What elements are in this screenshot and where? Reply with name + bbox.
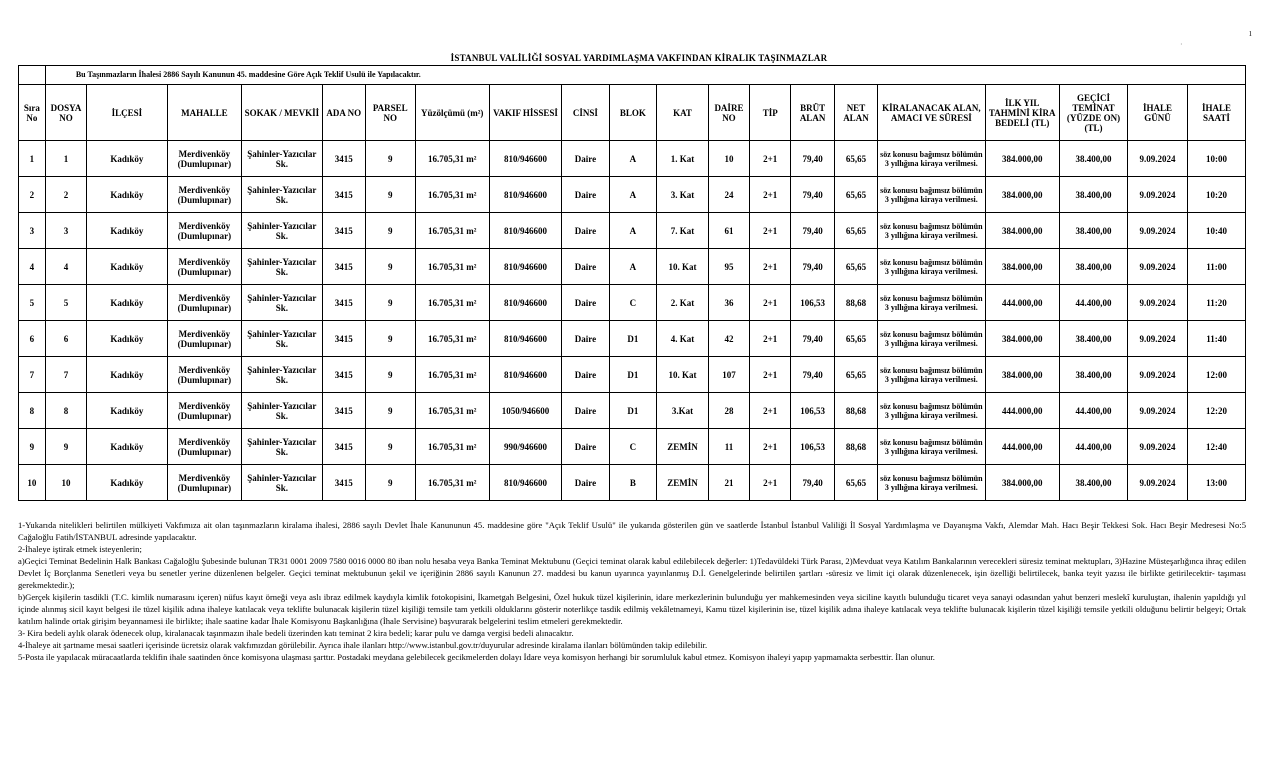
table-cell: 13:00	[1187, 465, 1245, 501]
table-cell: 1	[45, 141, 86, 177]
table-cell: 11:00	[1187, 249, 1245, 285]
table-header-row	[19, 85, 1246, 141]
table-cell: Kadıköy	[87, 177, 168, 213]
table-cell: 2+1	[750, 249, 791, 285]
table-cell: 2+1	[750, 357, 791, 393]
column-header: GEÇİCİ TEMİNAT (YÜZDE ON) (TL)	[1059, 85, 1127, 141]
table-cell: Kadıköy	[87, 465, 168, 501]
table-cell: 10:40	[1187, 213, 1245, 249]
table-cell: 3415	[322, 141, 365, 177]
table-cell: 10	[708, 141, 749, 177]
note-paragraph: 5-Posta ile yapılacak müracaatlarda teklifin ihale saatinden önce komisyona ulaşması şarttır. Postadaki meydana gelebilecek gecikmelerden dolayı İdare veya komisyon herhangi bir sorumluluk kabul etmez. Komisyon ihaleyi yapıp yapmamakta serbesttir. İlan olunur.	[18, 652, 935, 662]
stray-mark: ı	[1249, 28, 1252, 39]
table-cell: söz konusu bağımsız bölümün 3 yıllığına kiraya verilmesi.	[878, 213, 985, 249]
table-cell: C	[609, 429, 657, 465]
table-cell: 10	[45, 465, 86, 501]
table-cell: Şahinler-Yazıcılar Sk.	[242, 465, 323, 501]
table-cell: Şahinler-Yazıcılar Sk.	[242, 321, 323, 357]
table-cell: 5	[19, 285, 46, 321]
table-cell: Merdivenköy (Dumlupınar)	[167, 429, 241, 465]
table-cell: 810/946600	[489, 213, 561, 249]
table-cell: 9	[365, 321, 415, 357]
table-cell: 38.400,00	[1059, 213, 1127, 249]
table-cell: 810/946600	[489, 141, 561, 177]
table-cell: 9	[365, 465, 415, 501]
table-cell: 384.000,00	[985, 249, 1059, 285]
table-subtitle: Bu Taşınmazların İhalesi 2886 Sayılı Kanunun 45. maddesine Göre Açık Teklif Usulü ile Yapılacaktır.	[45, 66, 1245, 85]
table-cell: 65,65	[834, 213, 877, 249]
notes-section	[18, 519, 1246, 663]
table-cell: 10	[19, 465, 46, 501]
table-cell: Kadıköy	[87, 429, 168, 465]
table-row	[19, 141, 1246, 177]
page-title: İSTANBUL VALİLİĞİ SOSYAL YARDIMLAŞMA VAKFINDAN KİRALIK TAŞINMAZLAR	[450, 53, 828, 63]
table-cell: Daire	[562, 177, 610, 213]
table-cell: 16.705,31 m²	[415, 429, 489, 465]
table-cell: söz konusu bağımsız bölümün 3 yıllığına kiraya verilmesi.	[878, 285, 985, 321]
property-table	[18, 65, 1246, 501]
table-cell: Kadıköy	[87, 285, 168, 321]
table-cell: 4	[45, 249, 86, 285]
table-cell: 3415	[322, 465, 365, 501]
table-cell: D1	[609, 357, 657, 393]
column-header: BLOK	[609, 85, 657, 141]
table-cell: ZEMİN	[657, 465, 709, 501]
table-cell: Şahinler-Yazıcılar Sk.	[242, 249, 323, 285]
table-cell: 2	[45, 177, 86, 213]
table-cell: 16.705,31 m²	[415, 285, 489, 321]
table-cell: 444.000,00	[985, 429, 1059, 465]
table-cell: 9.09.2024	[1128, 213, 1188, 249]
table-cell: 3415	[322, 249, 365, 285]
table-cell: 16.705,31 m²	[415, 177, 489, 213]
note-paragraph: 1-Yukarıda nitelikleri belirtilen mülkiyeti Vakfımıza ait olan taşınmazların kiralama ihalesi, 2886 sayılı Devlet İhale Kanununun 45. maddesine göre "Açık Teklif Usulü" ile yukarıda gösterilen gün ve saatlerde İstanbul İstanbul Valiliği İl Sosyal Yardımlaşma ve Dayanışma Vakfı, Alemdar Mah. Hacı Beşir Tekkesi Sok. Hacı Beşir Medresesi No:5 Cağaloğlu Fatih/İSTANBUL adresinde yapılacaktır.	[18, 520, 1246, 542]
table-cell: 384.000,00	[985, 357, 1059, 393]
table-cell: Kadıköy	[87, 393, 168, 429]
table-cell: 9.09.2024	[1128, 465, 1188, 501]
table-cell: 1050/946600	[489, 393, 561, 429]
table-cell: 810/946600	[489, 177, 561, 213]
table-cell: 12:00	[1187, 357, 1245, 393]
table-cell: 9.09.2024	[1128, 249, 1188, 285]
column-header: BRÜT ALAN	[791, 85, 834, 141]
table-cell: 3415	[322, 177, 365, 213]
table-cell: 9.09.2024	[1128, 141, 1188, 177]
table-cell: 444.000,00	[985, 393, 1059, 429]
column-header: MAHALLE	[167, 85, 241, 141]
table-cell: söz konusu bağımsız bölümün 3 yıllığına kiraya verilmesi.	[878, 357, 985, 393]
table-cell: 16.705,31 m²	[415, 357, 489, 393]
table-cell: söz konusu bağımsız bölümün 3 yıllığına kiraya verilmesi.	[878, 429, 985, 465]
table-cell: 2+1	[750, 429, 791, 465]
table-cell: Merdivenköy (Dumlupınar)	[167, 141, 241, 177]
table-cell: 16.705,31 m²	[415, 393, 489, 429]
table-cell: 10:00	[1187, 141, 1245, 177]
table-cell: 79,40	[791, 357, 834, 393]
table-cell: 106,53	[791, 285, 834, 321]
table-cell: 9	[365, 213, 415, 249]
table-cell: 16.705,31 m²	[415, 249, 489, 285]
table-cell: 9	[365, 249, 415, 285]
table-cell: 9.09.2024	[1128, 321, 1188, 357]
table-row	[19, 177, 1246, 213]
table-cell: 810/946600	[489, 249, 561, 285]
table-cell: Şahinler-Yazıcılar Sk.	[242, 393, 323, 429]
table-row	[19, 357, 1246, 393]
table-cell: 9.09.2024	[1128, 393, 1188, 429]
table-cell: 384.000,00	[985, 177, 1059, 213]
table-cell: A	[609, 249, 657, 285]
table-cell: 2. Kat	[657, 285, 709, 321]
table-cell: Kadıköy	[87, 213, 168, 249]
table-cell: Merdivenköy (Dumlupınar)	[167, 213, 241, 249]
table-cell: 65,65	[834, 249, 877, 285]
table-cell: 810/946600	[489, 465, 561, 501]
column-header: İHALE SAATİ	[1187, 85, 1245, 141]
table-cell: 7	[19, 357, 46, 393]
table-cell: 9.09.2024	[1128, 285, 1188, 321]
table-cell: 65,65	[834, 177, 877, 213]
column-header: CİNSİ	[562, 85, 610, 141]
note-paragraph: a)Geçici Teminat Bedelinin Halk Bankası Cağaloğlu Şubesinde bulunan TR31 0001 2009 7580 0016 0000 80 iban nolu hesaba veya Banka Teminat Mektubunu (Geçici teminat olarak kabul edilebilecek değerler: 1)Tedavüldeki Türk Parası, 2)Mevduat veya Katılım Bankalarının verecekleri süresiz teminat mektupları, 3)Hazine Müsteşarlığınca ihraç edilen Devlet İç Borçlanma Senetleri veya bu senetler yerine düzenlenen belgeler. Geçici teminat mektubunun şekil ve içeriğinin 2886 sayılı Kanunun 27. maddesi bu kanun uyarınca yayınlanmış D.İ. Genelgelerinde belirtilen şartları -süresiz ve limit içi olarak düzenlenecek, işin özelliği belirtilecek, banka teyit yazısı ile birlikte getirilecektir- taşıması gerekmektedir.);	[18, 556, 1246, 590]
table-cell: ZEMİN	[657, 429, 709, 465]
table-cell: 990/946600	[489, 429, 561, 465]
table-cell: 16.705,31 m²	[415, 321, 489, 357]
table-cell: 2+1	[750, 465, 791, 501]
table-cell: Daire	[562, 285, 610, 321]
table-row	[19, 213, 1246, 249]
table-cell: 10. Kat	[657, 357, 709, 393]
table-cell: 65,65	[834, 321, 877, 357]
table-cell: 9	[365, 177, 415, 213]
table-cell: 65,65	[834, 465, 877, 501]
table-cell: 2+1	[750, 285, 791, 321]
stray-mark: ·	[1180, 40, 1183, 49]
table-cell: Daire	[562, 357, 610, 393]
table-cell: 2+1	[750, 177, 791, 213]
table-row	[19, 285, 1246, 321]
table-cell: 38.400,00	[1059, 141, 1127, 177]
table-cell: 11:20	[1187, 285, 1245, 321]
table-cell: 810/946600	[489, 285, 561, 321]
table-cell: 88,68	[834, 393, 877, 429]
table-cell: 65,65	[834, 357, 877, 393]
note-paragraph: b)Gerçek kişilerin tasdikli (T.C. kimlik numarasını içeren) nüfus kayıt örneği veya aslı ibraz edilmek kaydıyla kimlik fotokopisini, İkametgah Belgesini, Özel hukuk tüzel kişilerinin, idare merkezlerinin bulunduğu yer mahkemesinden veya siciline kayıtlı bulunduğu ticaret veya sanayi odasından yahut benzeri meslekî kuruluştan, ihalenin yapıldığı yıl içinde alınmış sicil kayıt belgesi ile tüzel kişilik adına ihaleye katılacak veya teklifte bulunacak kişilerin tüzel kişiliği temsile tam yetkili olduklarını gösterir noterlikçe tasdik edilmiş vekâletnameyi, Kamu tüzel kişilerinin ise, tüzel kişilik adına ihaleye katılacak veya teklifte bulunacak kişilerin tüzel kişiliği temsile yetkili olduğunu belirtir belgeyi; Ortak katılım halinde ortak girişim beyannamesi ile birlikte; ihale saatine kadar İhale Komisyonu Başkanlığına (İhale Servisine) başvurarak belgelerini teslim etmeleri gerekmektedir.	[18, 592, 1246, 626]
table-cell: 6	[45, 321, 86, 357]
table-cell: 65,65	[834, 141, 877, 177]
table-cell: Şahinler-Yazıcılar Sk.	[242, 285, 323, 321]
table-cell: 384.000,00	[985, 321, 1059, 357]
table-cell: 44.400,00	[1059, 429, 1127, 465]
column-header: Sıra No	[19, 85, 46, 141]
table-cell: 12:40	[1187, 429, 1245, 465]
table-cell: 9	[365, 429, 415, 465]
table-cell: 7. Kat	[657, 213, 709, 249]
table-cell: Daire	[562, 141, 610, 177]
table-cell: söz konusu bağımsız bölümün 3 yıllığına kiraya verilmesi.	[878, 141, 985, 177]
table-cell: söz konusu bağımsız bölümün 3 yıllığına kiraya verilmesi.	[878, 393, 985, 429]
table-cell: Daire	[562, 321, 610, 357]
table-cell: 3.Kat	[657, 393, 709, 429]
table-cell: 16.705,31 m²	[415, 213, 489, 249]
column-header: İLK YIL TAHMİNİ KİRA BEDELİ (TL)	[985, 85, 1059, 141]
table-cell: C	[609, 285, 657, 321]
table-cell: 3	[45, 213, 86, 249]
table-cell: söz konusu bağımsız bölümün 3 yıllığına kiraya verilmesi.	[878, 465, 985, 501]
note-paragraph: 3- Kira bedeli aylık olarak ödenecek olup, kiralanacak taşınmazın ihale bedeli üzerinden katı teminat 2 kira bedeli; karar pulu ve damga vergisi bedeli alınacaktır.	[18, 628, 574, 638]
table-cell: 10:20	[1187, 177, 1245, 213]
table-cell: 9	[365, 141, 415, 177]
table-cell: 88,68	[834, 429, 877, 465]
column-header: VAKIF HİSSESİ	[489, 85, 561, 141]
empty-cell	[19, 66, 46, 85]
table-cell: 79,40	[791, 321, 834, 357]
table-cell: 36	[708, 285, 749, 321]
table-cell: 95	[708, 249, 749, 285]
table-cell: 2+1	[750, 393, 791, 429]
table-cell: D1	[609, 321, 657, 357]
table-cell: 384.000,00	[985, 141, 1059, 177]
table-row	[19, 429, 1246, 465]
table-cell: 3415	[322, 429, 365, 465]
table-cell: Şahinler-Yazıcılar Sk.	[242, 141, 323, 177]
table-cell: Şahinler-Yazıcılar Sk.	[242, 213, 323, 249]
table-cell: 3415	[322, 213, 365, 249]
table-cell: 106,53	[791, 429, 834, 465]
table-cell: 88,68	[834, 285, 877, 321]
table-cell: 9	[365, 357, 415, 393]
column-header: Yüzölçümü (m²)	[415, 85, 489, 141]
table-row	[19, 321, 1246, 357]
table-cell: 1	[19, 141, 46, 177]
table-cell: söz konusu bağımsız bölümün 3 yıllığına kiraya verilmesi.	[878, 177, 985, 213]
column-header: KAT	[657, 85, 709, 141]
table-cell: 79,40	[791, 213, 834, 249]
table-cell: 2+1	[750, 141, 791, 177]
column-header: İLÇESİ	[87, 85, 168, 141]
table-cell: 9	[45, 429, 86, 465]
table-cell: 44.400,00	[1059, 285, 1127, 321]
table-cell: 7	[45, 357, 86, 393]
table-cell: 21	[708, 465, 749, 501]
table-cell: 16.705,31 m²	[415, 141, 489, 177]
table-cell: 38.400,00	[1059, 249, 1127, 285]
table-cell: 79,40	[791, 465, 834, 501]
table-cell: 38.400,00	[1059, 357, 1127, 393]
table-cell: Kadıköy	[87, 141, 168, 177]
table-cell: A	[609, 213, 657, 249]
table-cell: 3415	[322, 285, 365, 321]
table-cell: 38.400,00	[1059, 177, 1127, 213]
table-cell: Daire	[562, 429, 610, 465]
table-cell: Daire	[562, 465, 610, 501]
table-cell: 8	[45, 393, 86, 429]
table-cell: 3415	[322, 357, 365, 393]
column-header: NET ALAN	[834, 85, 877, 141]
table-cell: 42	[708, 321, 749, 357]
table-cell: 3415	[322, 321, 365, 357]
table-cell: Merdivenköy (Dumlupınar)	[167, 465, 241, 501]
table-cell: 9.09.2024	[1128, 177, 1188, 213]
table-cell: 9.09.2024	[1128, 357, 1188, 393]
table-cell: 3415	[322, 393, 365, 429]
table-cell: Merdivenköy (Dumlupınar)	[167, 321, 241, 357]
table-cell: Daire	[562, 393, 610, 429]
table-row	[19, 465, 1246, 501]
table-cell: 28	[708, 393, 749, 429]
table-cell: 2	[19, 177, 46, 213]
table-cell: söz konusu bağımsız bölümün 3 yıllığına kiraya verilmesi.	[878, 249, 985, 285]
table-cell: 24	[708, 177, 749, 213]
table-cell: 810/946600	[489, 321, 561, 357]
table-cell: 2+1	[750, 213, 791, 249]
table-cell: 8	[19, 393, 46, 429]
table-cell: Şahinler-Yazıcılar Sk.	[242, 177, 323, 213]
table-cell: B	[609, 465, 657, 501]
table-cell: D1	[609, 393, 657, 429]
column-header: PARSEL NO	[365, 85, 415, 141]
table-cell: Şahinler-Yazıcılar Sk.	[242, 357, 323, 393]
table-cell: 444.000,00	[985, 285, 1059, 321]
table-cell: Şahinler-Yazıcılar Sk.	[242, 429, 323, 465]
column-header: DAİRE NO	[708, 85, 749, 141]
column-header: ADA NO	[322, 85, 365, 141]
table-cell: 11	[708, 429, 749, 465]
table-row	[19, 393, 1246, 429]
table-cell: 3. Kat	[657, 177, 709, 213]
table-cell: 9	[365, 393, 415, 429]
column-header: TİP	[750, 85, 791, 141]
table-cell: A	[609, 177, 657, 213]
table-cell: 5	[45, 285, 86, 321]
note-paragraph: 2-İhaleye iştirak etmek isteyenlerin;	[18, 544, 142, 554]
table-cell: 79,40	[791, 249, 834, 285]
table-cell: 79,40	[791, 177, 834, 213]
column-header: DOSYA NO	[45, 85, 86, 141]
table-cell: 38.400,00	[1059, 321, 1127, 357]
column-header: SOKAK / MEVKİİ	[242, 85, 323, 141]
column-header: İHALE GÜNÜ	[1128, 85, 1188, 141]
table-cell: Kadıköy	[87, 249, 168, 285]
table-cell: 6	[19, 321, 46, 357]
table-cell: Kadıköy	[87, 321, 168, 357]
table-cell: Merdivenköy (Dumlupınar)	[167, 357, 241, 393]
table-cell: 106,53	[791, 393, 834, 429]
table-cell: 61	[708, 213, 749, 249]
table-cell: 107	[708, 357, 749, 393]
table-row	[19, 249, 1246, 285]
table-cell: 1. Kat	[657, 141, 709, 177]
column-header: KİRALANACAK ALAN, AMACI VE SÜRESİ	[878, 85, 985, 141]
note-paragraph: 4-İhaleye ait şartname mesai saatleri içerisinde ücretsiz olarak vakfımızdan görülebilir. Ayrıca ihale ilanları http://www.istanbul.gov.tr/duyurular adresinde kiralama ilanları bölümünden takip edilebilir.	[18, 640, 708, 650]
table-cell: 810/946600	[489, 357, 561, 393]
table-cell: 10. Kat	[657, 249, 709, 285]
table-cell: 11:40	[1187, 321, 1245, 357]
table-cell: 79,40	[791, 141, 834, 177]
table-cell: Merdivenköy (Dumlupınar)	[167, 285, 241, 321]
table-cell: 9.09.2024	[1128, 429, 1188, 465]
table-cell: Kadıköy	[87, 357, 168, 393]
table-cell: 9	[19, 429, 46, 465]
table-cell: 12:20	[1187, 393, 1245, 429]
table-cell: Merdivenköy (Dumlupınar)	[167, 177, 241, 213]
table-cell: A	[609, 141, 657, 177]
table-cell: 16.705,31 m²	[415, 465, 489, 501]
table-cell: Merdivenköy (Dumlupınar)	[167, 249, 241, 285]
table-cell: 9	[365, 285, 415, 321]
table-cell: 44.400,00	[1059, 393, 1127, 429]
table-cell: 38.400,00	[1059, 465, 1127, 501]
table-cell: Daire	[562, 213, 610, 249]
table-cell: 384.000,00	[985, 213, 1059, 249]
table-cell: söz konusu bağımsız bölümün 3 yıllığına kiraya verilmesi.	[878, 321, 985, 357]
table-cell: 384.000,00	[985, 465, 1059, 501]
table-cell: 4. Kat	[657, 321, 709, 357]
table-cell: 4	[19, 249, 46, 285]
table-cell: Daire	[562, 249, 610, 285]
table-cell: 2+1	[750, 321, 791, 357]
table-cell: Merdivenköy (Dumlupınar)	[167, 393, 241, 429]
table-cell: 3	[19, 213, 46, 249]
